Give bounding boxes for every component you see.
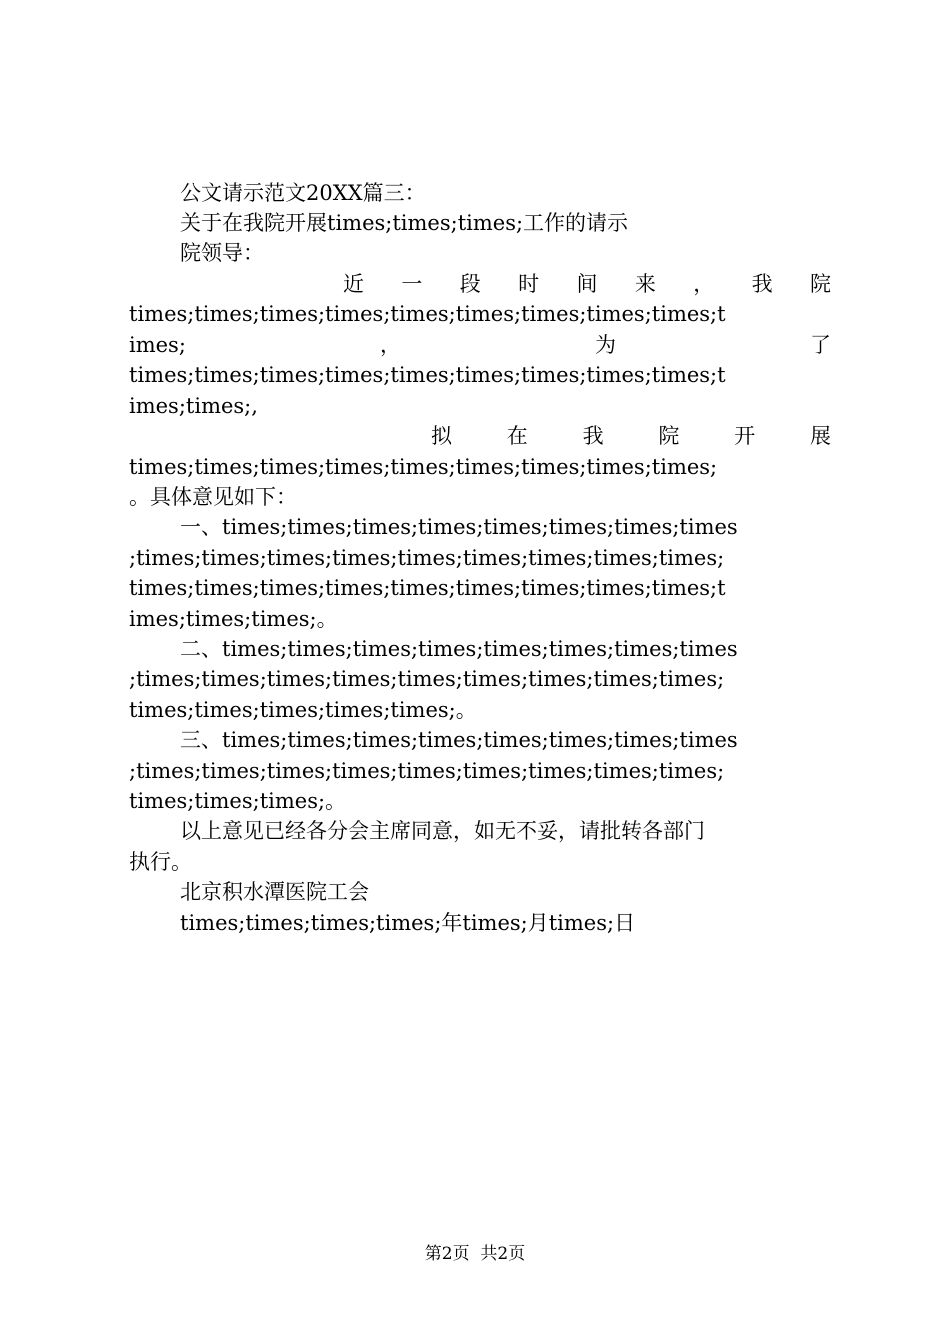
para1-line2: times;times;times;times;times;times;times;times;times;t <box>129 302 726 326</box>
closing-line2: 执行。 <box>129 850 192 874</box>
item1-line1: 一、times;times;times;times;times;times;times;times <box>180 515 738 539</box>
para1-word: 近 <box>343 272 364 296</box>
para1-word: ， <box>693 272 715 296</box>
item2-line3: times;times;times;times;times;。 <box>129 698 477 722</box>
para1-word: 为 <box>594 333 616 357</box>
item3-line3: times;times;times;。 <box>129 789 347 813</box>
para1-line4: times;times;times;times;times;times;times;times;times;t <box>129 363 726 387</box>
para1-word: 来 <box>634 272 656 296</box>
request-subject: 关于在我院开展times;times;times;工作的请示 <box>180 211 629 235</box>
para1-word: 拟 <box>431 424 452 448</box>
closing-line1: 以上意见已经各分会主席同意，如无不妥，请批转各部门 <box>180 819 705 843</box>
para1-line6 <box>431 421 831 451</box>
item1-line3: times;times;times;times;times;times;times;times;times;t <box>129 576 726 600</box>
para1-word: 我 <box>751 272 773 296</box>
para1-word: 时 <box>518 272 540 296</box>
para1-word: 段 <box>459 272 481 296</box>
item2-line1: 二、times;times;times;times;times;times;times;times <box>180 637 738 661</box>
para1-word: imes; <box>129 333 186 357</box>
para1-word: 院 <box>810 272 831 296</box>
date-line: times;times;times;times;年times;月times;日 <box>180 911 636 935</box>
para1-line7: times;times;times;times;times;times;times;times;times; <box>129 455 718 479</box>
para1-word: 展 <box>809 424 831 448</box>
para1-line1 <box>343 269 831 299</box>
item2-line2: ;times;times;times;times;times;times;times;times;times; <box>129 667 725 691</box>
para1-word: 一 <box>401 272 423 296</box>
item1-line2: ;times;times;times;times;times;times;times;times;times; <box>129 546 725 570</box>
item3-line2: ;times;times;times;times;times;times;times;times;times; <box>129 759 725 783</box>
para1-word: 间 <box>576 272 598 296</box>
para1-word: 开 <box>734 424 756 448</box>
signature: 北京积水潭医院工会 <box>180 880 369 904</box>
para1-line3 <box>129 330 831 360</box>
para1-line8: 。具体意见如下： <box>129 485 297 509</box>
para1-word: 院 <box>658 424 680 448</box>
page-footer: 第2页 共2页 <box>424 1244 526 1264</box>
salutation: 院领导： <box>180 241 264 265</box>
item1-line4: imes;times;times;。 <box>129 607 338 631</box>
para1-word: 我 <box>582 424 604 448</box>
para1-word: 了 <box>809 333 831 357</box>
para1-word: ， <box>379 333 401 357</box>
item3-line1: 三、times;times;times;times;times;times;times;times <box>180 728 738 752</box>
para1-line5: imes;times;, <box>129 394 258 418</box>
para1-word: 在 <box>506 424 528 448</box>
document-heading: 公文请示范文20XX篇三： <box>180 181 426 205</box>
